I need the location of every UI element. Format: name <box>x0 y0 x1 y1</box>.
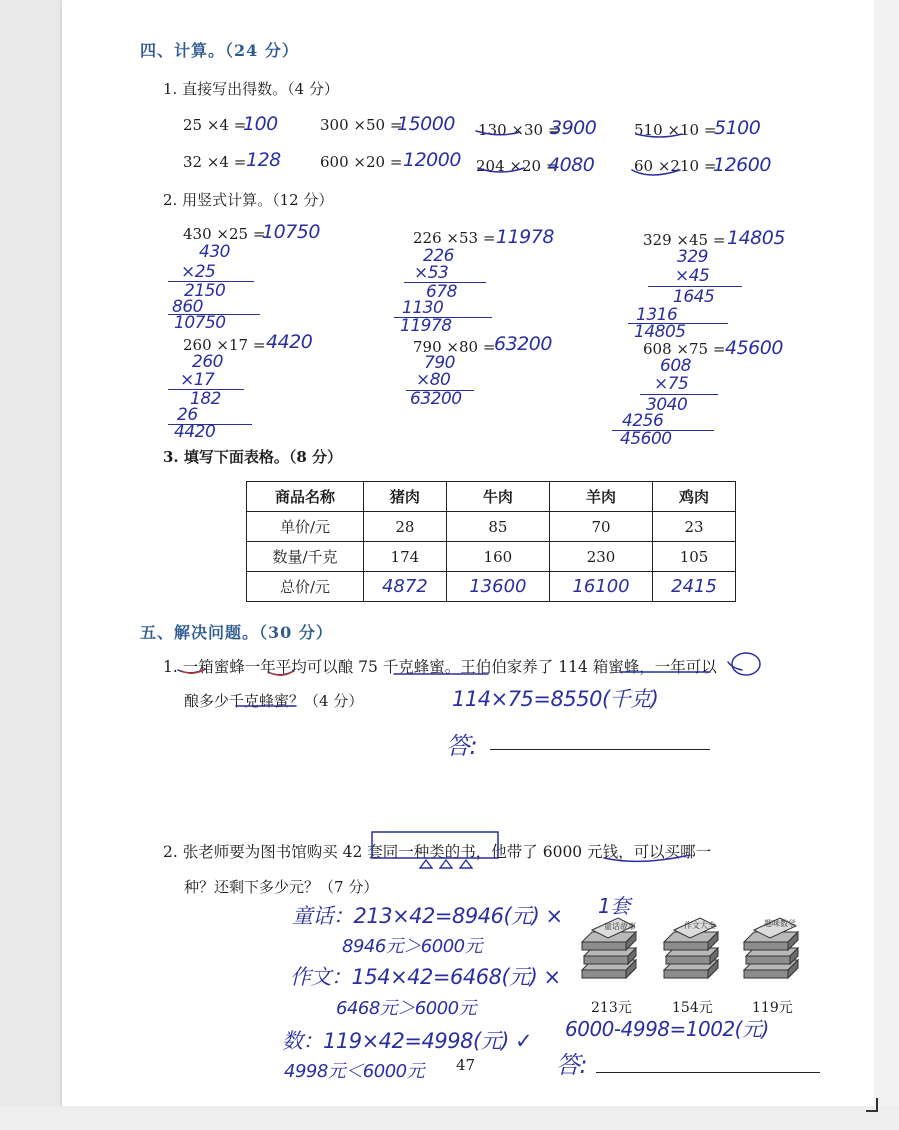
answer-label: 答: <box>556 1051 588 1079</box>
expression: 226 ×53 = <box>413 229 496 247</box>
expression: 130 ×30 = <box>478 121 561 139</box>
expression: 600 ×20 = <box>320 153 403 171</box>
table-header-cell: 猪肉 <box>363 482 446 512</box>
table-cell-handwritten: 4872 <box>363 572 446 602</box>
book-price: 119元 <box>752 1000 793 1016</box>
question-title: 3. 填写下面表格。（8 分） <box>163 448 343 466</box>
work-line: 226 <box>423 246 454 266</box>
work-line: 63200 <box>410 389 462 409</box>
table-cell: 160 <box>446 542 549 572</box>
book-cover-title: 趣味数学 <box>764 919 796 928</box>
answer-label: 答: <box>446 732 478 760</box>
handwritten-answer: 100 <box>243 113 278 135</box>
table-cell: 70 <box>549 512 652 542</box>
handwritten-work: 作文：154×42=6468(元) × <box>290 965 561 989</box>
handwritten-work: 6468元＞6000元 <box>336 998 477 1019</box>
work-line: ×80 <box>416 370 451 390</box>
handwritten-work: 4998元＜6000元 <box>284 1061 425 1082</box>
expression: 510 ×10 = <box>634 121 717 139</box>
work-line: ×75 <box>654 374 689 394</box>
work-line: 14805 <box>634 322 686 342</box>
work-line: 430 <box>199 242 230 262</box>
work-line: 26 <box>177 405 198 425</box>
handwritten-work: 8946元＞6000元 <box>342 936 483 957</box>
handwritten-answer: 11978 <box>496 226 554 248</box>
work-line: 608 <box>660 356 691 376</box>
table-header-cell: 牛肉 <box>446 482 549 512</box>
problem-text: 2. 张老师要为图书馆购买 42 套同一种类的书，他带了 6000 元钱，可以买哪一 <box>163 843 712 861</box>
work-line: 10750 <box>174 313 226 333</box>
work-line: 45600 <box>620 429 672 449</box>
expression: 430 ×25 = <box>183 225 266 243</box>
work-line: 790 <box>424 353 455 373</box>
question-title: 1. 直接写出得数。（4 分） <box>163 80 339 98</box>
handwritten-answer: 14805 <box>727 227 785 249</box>
work-line: ×25 <box>181 262 216 282</box>
work-line: 1645 <box>673 287 715 307</box>
table-header-cell: 鸡肉 <box>653 482 736 512</box>
handwritten-answer: 12600 <box>713 154 771 176</box>
table-cell: 总价/元 <box>247 572 364 602</box>
table-cell-handwritten: 13600 <box>446 572 549 602</box>
work-line: 260 <box>192 352 223 372</box>
work-line: 329 <box>677 247 708 267</box>
handwritten-answer: 10750 <box>262 221 320 243</box>
work-line: 4256 <box>622 411 664 431</box>
handwritten-work: 童话：213×42=8946(元) × <box>292 904 563 928</box>
handwritten-work: 114×75=8550(千克) <box>452 687 659 711</box>
handwritten-answer: 4080 <box>548 154 595 176</box>
table-cell: 单价/元 <box>247 512 364 542</box>
work-line: 182 <box>190 389 221 409</box>
work-line: ×17 <box>180 370 215 390</box>
handwritten-answer: 15000 <box>397 113 455 135</box>
problem-text: 酿多少千克蜂蜜？（4 分） <box>184 692 364 710</box>
work-line: 2150 <box>184 281 226 301</box>
table-cell-handwritten: 2415 <box>653 572 736 602</box>
handwritten-answer: 63200 <box>494 333 552 355</box>
handwritten-answer: 4420 <box>266 331 313 353</box>
book-price: 213元 <box>591 1000 632 1016</box>
work-line: 1316 <box>636 305 678 325</box>
table-cell: 174 <box>363 542 446 572</box>
table-cell: 23 <box>653 512 736 542</box>
handwritten-answer: 128 <box>246 149 281 171</box>
expression: 60 ×210 = <box>634 157 717 175</box>
problem-text: 1. 一箱蜜蜂一年平均可以酿 75 千克蜂蜜。王伯伯家养了 114 箱蜜蜂，一年可以 <box>163 658 717 676</box>
expression: 32 ×4 = <box>183 153 247 171</box>
expression: 300 ×50 = <box>320 116 403 134</box>
handwritten-answer: 5100 <box>714 117 761 139</box>
work-line: 11978 <box>400 316 452 336</box>
expression: 608 ×75 = <box>643 340 726 358</box>
work-line: 678 <box>426 282 457 302</box>
expression: 329 ×45 = <box>643 231 726 249</box>
section-heading: 五、解决问题。（30 分） <box>140 623 333 642</box>
expression: 25 ×4 = <box>183 116 247 134</box>
table-cell: 数量/千克 <box>247 542 364 572</box>
handwritten-answer: 3900 <box>550 117 597 139</box>
work-line: 4420 <box>174 422 216 442</box>
table-cell: 85 <box>446 512 549 542</box>
book-cover-title: 童话故事 <box>604 922 636 931</box>
handwritten-work: 6000-4998=1002(元) <box>565 1017 769 1041</box>
table-cell: 105 <box>653 542 736 572</box>
book-price: 154元 <box>672 1000 713 1016</box>
handwritten-answer: 45600 <box>725 337 783 359</box>
work-line: ×45 <box>675 266 710 286</box>
problem-text: 种？还剩下多少元？（7 分） <box>184 878 379 896</box>
table-cell-handwritten: 16100 <box>549 572 652 602</box>
expression: 260 ×17 = <box>183 336 266 354</box>
question-title: 2. 用竖式计算。（12 分） <box>163 191 334 209</box>
work-line: 3040 <box>646 395 688 415</box>
table-header-cell: 商品名称 <box>247 482 364 512</box>
work-line: ×53 <box>414 263 449 283</box>
page-number: 47 <box>456 1056 476 1074</box>
section-heading: 四、计算。（24 分） <box>140 41 299 60</box>
handwritten-note: 1套 <box>598 894 630 918</box>
table-header-cell: 羊肉 <box>549 482 652 512</box>
work-line: 860 <box>172 297 203 317</box>
expression: 790 ×80 = <box>413 338 496 356</box>
expression: 204 ×20 = <box>476 157 559 175</box>
work-line: 1130 <box>402 298 444 318</box>
table-cell: 230 <box>549 542 652 572</box>
handwritten-answer: 12000 <box>403 149 461 171</box>
table-cell: 28 <box>363 512 446 542</box>
handwritten-work: 数：119×42=4998(元) ✓ <box>282 1029 533 1053</box>
book-cover-title: 作文大全 <box>684 921 716 930</box>
